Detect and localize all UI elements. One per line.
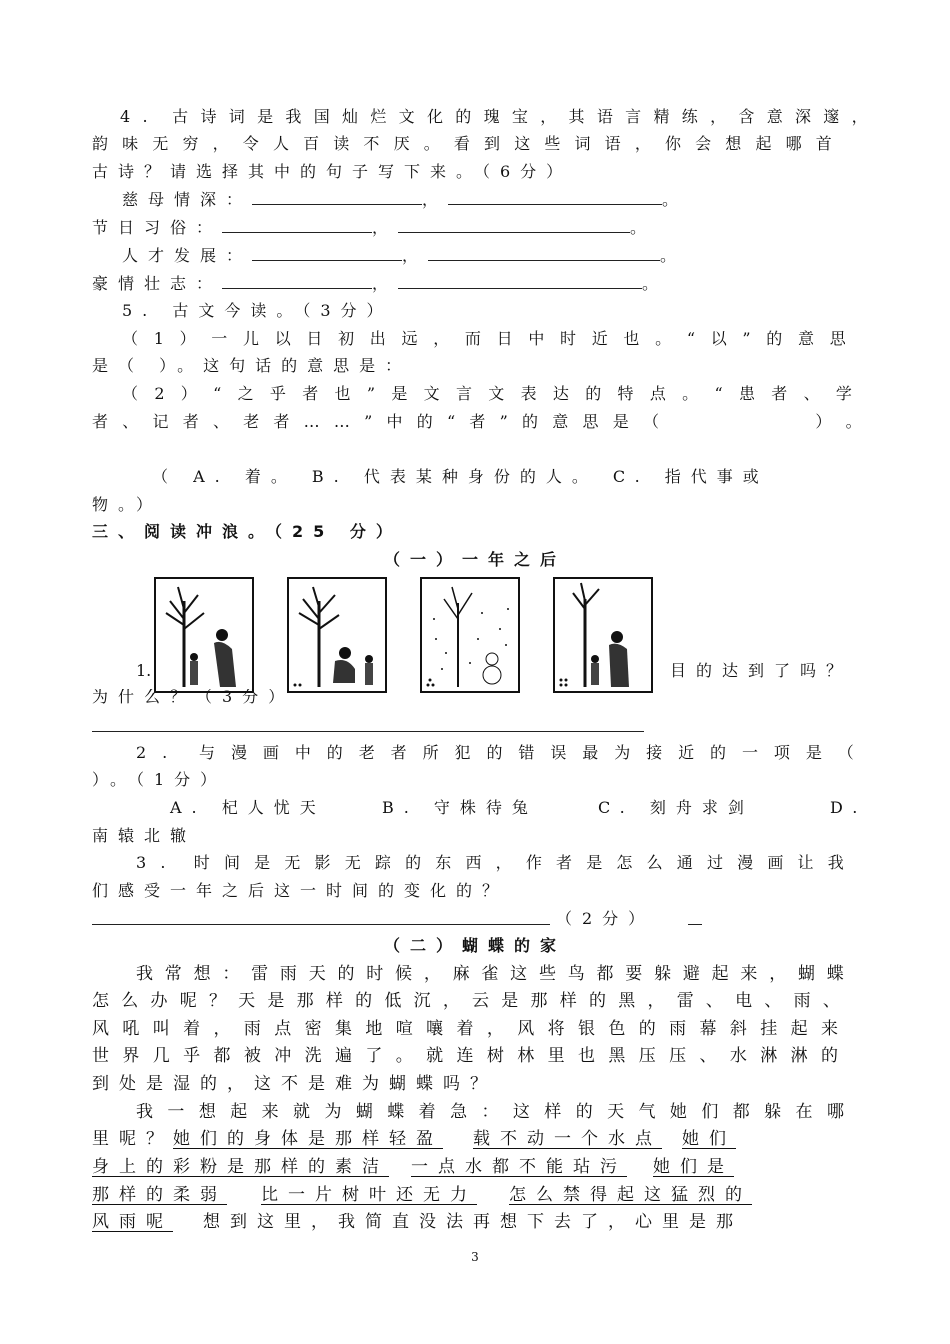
answer-blank[interactable] bbox=[398, 272, 642, 289]
underlined-phrase: 她们的身体是那样轻盈 bbox=[173, 1129, 443, 1149]
q3-answer-line-tail[interactable] bbox=[688, 924, 702, 925]
old-man-carving-tree-illustration bbox=[289, 579, 385, 691]
q5-s1-line-2: 是（ ）。这句话的意思是： bbox=[92, 356, 412, 375]
underlined-phrase: 怎么禁得起这猛烈的 bbox=[509, 1185, 752, 1205]
q3-line-2: 们感受一年之后这一时间的变化的？ bbox=[92, 881, 509, 900]
q4-item-3: 人才发展： ， 。 bbox=[122, 246, 687, 265]
q5-s2-line-1: （ 2 ） “ 之 乎 者 也 ” 是 文 言 文 表 达 的 特 点 。 “ 患 者 、 学 bbox=[122, 384, 852, 403]
q4-item-label: 慈母情深： bbox=[122, 190, 253, 209]
q2-line-2: ）。（1分） bbox=[92, 770, 227, 789]
p2-line-5 bbox=[92, 1209, 868, 1235]
underlined-phrase: 她们 bbox=[682, 1129, 736, 1149]
q5-options-line-2: 物。） bbox=[92, 495, 163, 514]
p2-line-2 bbox=[92, 1126, 868, 1152]
underlined-phrase: 载不动一个水点 bbox=[473, 1129, 662, 1149]
tree-with-old-man-and-child-illustration bbox=[156, 579, 252, 691]
underlined-phrase: 风雨呢 bbox=[92, 1212, 173, 1232]
cartoon-panel-3 bbox=[420, 577, 520, 693]
p1-line-4: 世 界 几 乎 都 被 冲 洗 遍 了 。 就 连 树 林 里 也 黑 压 压 、 水 淋 淋 的 bbox=[92, 1046, 838, 1066]
p2-text: 里呢？ bbox=[92, 1129, 173, 1149]
q2-option-d-text: 南辕北辙 bbox=[92, 826, 197, 845]
q4-item-1: 慈母情深： ， 。 bbox=[122, 190, 689, 209]
q3-answer-line[interactable] bbox=[92, 924, 550, 925]
q3-line-1: 3 . 时 间 是 无 影 无 踪 的 东 西 ， 作 者 是 怎 么 通 过 漫 画 让 我 bbox=[136, 853, 844, 872]
underlined-phrase: 一点水都不能玷污 bbox=[411, 1157, 627, 1177]
answer-blank[interactable] bbox=[222, 272, 372, 289]
q4-item-label: 人才发展： bbox=[122, 246, 253, 265]
answer-blank[interactable] bbox=[252, 188, 422, 205]
p1-line-5: 到处是湿的，这不是难为蝴蝶吗？ bbox=[92, 1074, 497, 1094]
cartoon-panel-2 bbox=[287, 577, 387, 693]
underlined-phrase: 那样的柔弱 bbox=[92, 1185, 227, 1205]
q2-option-b: B. 守株待兔 bbox=[382, 798, 538, 817]
q4-line-1: 4 . 古 诗 词 是 我 国 灿 烂 文 化 的 瑰 宝 ， 其 语 言 精 练 ， 含 意 深 邃 ， bbox=[120, 107, 868, 126]
cartoon-panel-1 bbox=[154, 577, 254, 693]
underlined-phrase: 身上的彩粉是那样的素洁 bbox=[92, 1157, 389, 1177]
p1-line-2: 怎 么 办 呢 ？ 天 是 那 样 的 低 沉 ， 云 是 那 样 的 黑 ， 雷 、 电 、 雨 、 bbox=[92, 991, 840, 1011]
q1-answer-line[interactable] bbox=[92, 731, 644, 732]
q1-tail: 目的达到了吗？ bbox=[670, 661, 853, 680]
p2-text: 想到这里，我简直没法再想下去了，心里是那 bbox=[203, 1212, 743, 1232]
q5-s1-line-1: （ 1 ） 一 儿 以 日 初 出 远 ， 而 日 中 时 近 也 。 “ 以 ” 的 意 思 bbox=[122, 329, 846, 348]
underlined-phrase: 她们是 bbox=[653, 1157, 734, 1177]
q5-title: 5. 古文今读。（3分） bbox=[122, 301, 393, 320]
q4-item-4: 豪情壮志： ， 。 bbox=[92, 274, 669, 293]
q4-line-2: 韵 味 无 穷 ， 令 人 百 读 不 厌 。 看 到 这 些 词 语 ， 你 会 想 起 哪 首 bbox=[92, 134, 832, 153]
cartoon-panel-4 bbox=[553, 577, 653, 693]
q5-options-line-1: （ A. 着。 B. 代表某种身份的人。 C. 指代事或 bbox=[152, 467, 769, 486]
answer-blank[interactable] bbox=[398, 216, 630, 233]
q2-option-c: C. 刻舟求剑 bbox=[598, 798, 754, 817]
q2-line-1: 2 . 与 漫 画 中 的 老 者 所 犯 的 错 误 最 为 接 近 的 一 项 是 （ bbox=[136, 743, 854, 762]
answer-blank[interactable] bbox=[448, 188, 662, 205]
q1-number: 1. bbox=[136, 661, 152, 680]
p1-line-3: 风 吼 叫 着 ， 雨 点 密 集 地 喧 嚷 着 ， 风 将 银 色 的 雨 幕 斜 挂 起 来 bbox=[92, 1019, 838, 1039]
answer-blank[interactable] bbox=[222, 216, 372, 233]
part-2-title: （二）蝴蝶的家 bbox=[383, 936, 566, 955]
answer-blank[interactable] bbox=[428, 244, 660, 261]
q2-options bbox=[170, 795, 868, 821]
part-1-title: （一）一年之后 bbox=[383, 550, 566, 569]
grown-tree-illustration bbox=[555, 579, 651, 691]
p2-line-1: 我 一 想 起 来 就 为 蝴 蝶 着 急 ： 这 样 的 天 气 她 们 都 躲 在 哪 bbox=[136, 1102, 844, 1122]
q2-option-d: D. bbox=[830, 798, 868, 817]
q4-item-label: 节日习俗： bbox=[92, 218, 223, 237]
q1-line-2: 为什么？（3分） bbox=[92, 689, 295, 706]
section-3-title: 三、阅读冲浪。（25 分） bbox=[92, 522, 402, 541]
q3-score: （2分） bbox=[556, 909, 655, 928]
q4-item-label: 豪情壮志： bbox=[92, 274, 223, 293]
page-number: 3 bbox=[471, 1250, 479, 1264]
p1-line-1: 我 常 想 ： 雷 雨 天 的 时 候 ， 麻 雀 这 些 鸟 都 要 躲 避 起 来 ， 蝴 蝶 bbox=[136, 964, 844, 984]
p2-line-3 bbox=[92, 1154, 868, 1180]
q4-item-2: 节日习俗： ， 。 bbox=[92, 218, 657, 237]
q2-option-a: A. 杞人忧天 bbox=[170, 798, 326, 817]
answer-blank[interactable] bbox=[252, 244, 402, 261]
q5-s2-line-2: 者 、 记 者 、 老 者 … … ” 中 的 “ 者 ” 的 意 思 是 （ ） 。 bbox=[92, 412, 862, 431]
winter-snowman-illustration bbox=[422, 579, 518, 691]
underlined-phrase: 比一片树叶还无力 bbox=[261, 1185, 477, 1205]
p2-line-4 bbox=[92, 1182, 868, 1208]
q4-line-3: 古诗？请选择其中的句子写下来。（6分） bbox=[92, 162, 573, 181]
